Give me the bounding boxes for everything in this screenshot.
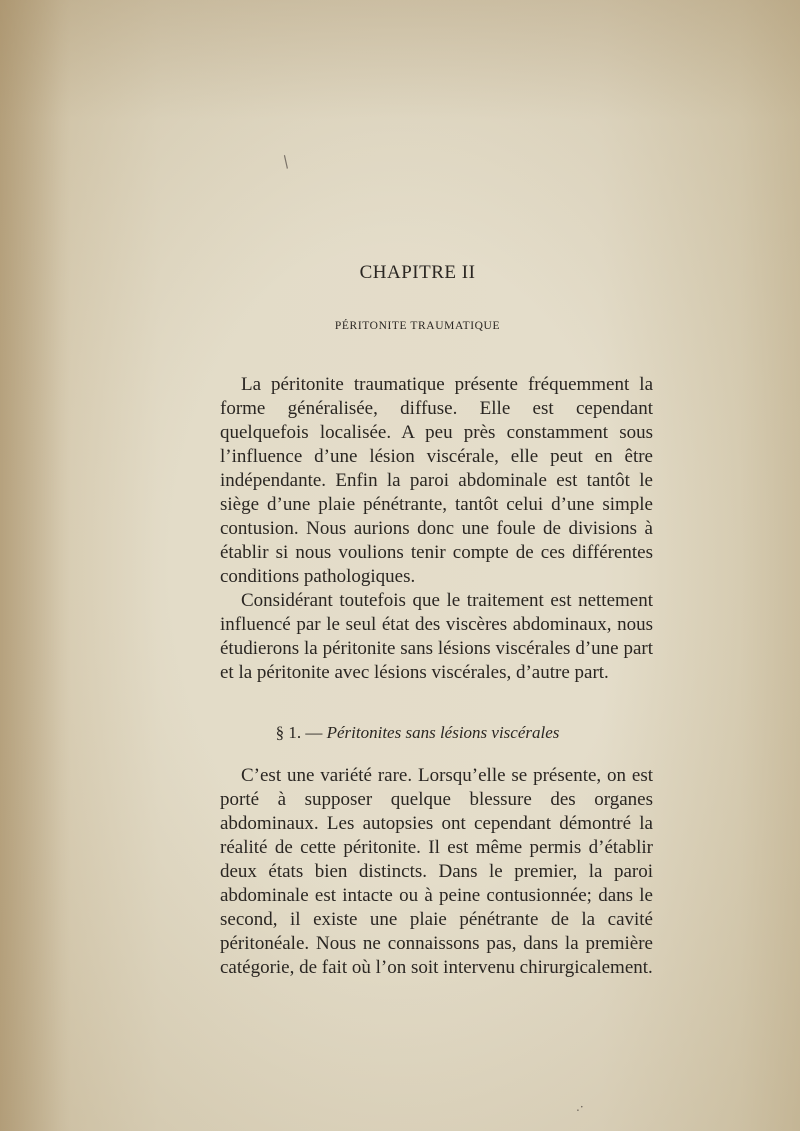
- paragraph-3: C’est une variété rare. Lorsqu’elle se présente, on est porté à supposer quelque blessure des organes abdominaux. Les autopsies ont cependant démontré la réalité de cette péritonite. Il est même permis d’établir deux états bien distincts. Dans le premier, la paroi abdominale est intacte ou à peine contusionnée; dans le second, il existe une plaie pénétrante de la cavité péritonéale. Nous ne connaissons pas, dans la première catégorie, de fait où l’on soit intervenu chirurgicalement.: [220, 765, 653, 978]
- chapter-title: CHAPITRE II: [359, 262, 476, 283]
- pencil-mark: /: [278, 151, 293, 172]
- section-heading: PÉRITONITE TRAUMATIQUE: [334, 320, 501, 332]
- paragraph-1: La péritonite traumatique présente fréquemment la forme généralisée, diffuse. Elle est cependant quelquefois localisée. A peu près constamment sous l’influence d’une lésion viscérale, elle peut en être indépendante. Enfin la paroi abdominale est tantôt le siège d’une plaie pénétrante, tantôt celui d’une simple contusion. Nous aurions donc une foule de divisions à établir si nous voulions tenir compte de ces différentes conditions pathologiques.: [220, 374, 653, 587]
- subsection-number: § 1. —: [275, 723, 323, 742]
- subsection-heading: [0, 723, 800, 743]
- subsection-title: Péritonites sans lésions viscérales: [326, 723, 560, 742]
- body-text-part2: [220, 764, 653, 980]
- body-text-part1: [220, 373, 653, 685]
- paragraph-2: Considérant toutefois que le traitement est nettement influencé par le seul état des viscères abdominaux, nous étudierons la péritonite sans lésions viscérales d’une part et la péritonite avec lésions viscérales, d’autre part.: [220, 590, 653, 683]
- specks-mark: .·: [576, 1100, 584, 1114]
